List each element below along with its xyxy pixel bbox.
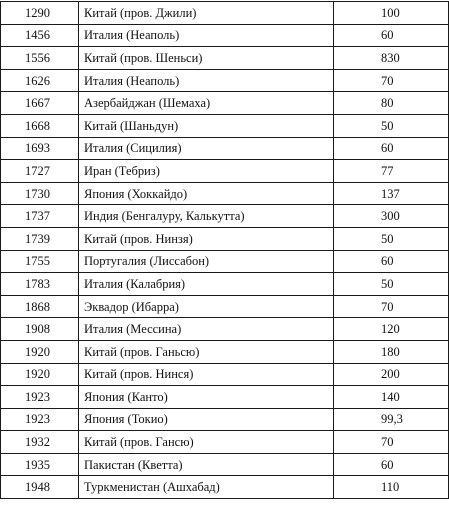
value-cell: 300 <box>334 205 449 228</box>
table-row <box>1 182 449 205</box>
location-cell: Япония (Канто) <box>79 386 334 409</box>
value-cell: 60 <box>334 24 449 47</box>
value-cell: 137 <box>334 182 449 205</box>
table-row <box>1 408 449 431</box>
table-row <box>1 137 449 160</box>
location-cell: Италия (Мессина) <box>79 318 334 341</box>
year-cell: 1948 <box>1 476 79 499</box>
year-cell: 1693 <box>1 137 79 160</box>
value-cell: 70 <box>334 431 449 454</box>
year-cell: 1626 <box>1 69 79 92</box>
location-cell: Китай (пров. Ганьсю) <box>79 340 334 363</box>
value-cell: 80 <box>334 92 449 115</box>
value-cell: 110 <box>334 476 449 499</box>
year-cell: 1739 <box>1 227 79 250</box>
table-body <box>1 2 449 499</box>
value-cell: 50 <box>334 273 449 296</box>
table-row <box>1 114 449 137</box>
year-cell: 1737 <box>1 205 79 228</box>
location-cell: Пакистан (Кветта) <box>79 453 334 476</box>
table-row <box>1 160 449 183</box>
location-cell: Иран (Тебриз) <box>79 160 334 183</box>
location-cell: Эквадор (Ибарра) <box>79 295 334 318</box>
value-cell: 830 <box>334 47 449 70</box>
location-cell: Туркменистан (Ашхабад) <box>79 476 334 499</box>
year-cell: 1290 <box>1 2 79 25</box>
value-cell: 99,3 <box>334 408 449 431</box>
year-cell: 1727 <box>1 160 79 183</box>
location-cell: Япония (Хоккайдо) <box>79 182 334 205</box>
year-cell: 1755 <box>1 250 79 273</box>
year-cell: 1783 <box>1 273 79 296</box>
location-cell: Италия (Сицилия) <box>79 137 334 160</box>
value-cell: 200 <box>334 363 449 386</box>
location-cell: Китай (Шаньдун) <box>79 114 334 137</box>
value-cell: 77 <box>334 160 449 183</box>
year-cell: 1923 <box>1 386 79 409</box>
table-row <box>1 476 449 499</box>
value-cell: 100 <box>334 2 449 25</box>
table-row <box>1 69 449 92</box>
year-cell: 1556 <box>1 47 79 70</box>
value-cell: 140 <box>334 386 449 409</box>
location-cell: Япония (Токио) <box>79 408 334 431</box>
earthquake-table <box>0 1 449 499</box>
year-cell: 1932 <box>1 431 79 454</box>
value-cell: 70 <box>334 295 449 318</box>
table-row <box>1 47 449 70</box>
table-row <box>1 340 449 363</box>
table-row <box>1 24 449 47</box>
location-cell: Китай (пров. Шеньси) <box>79 47 334 70</box>
location-cell: Португалия (Лиссабон) <box>79 250 334 273</box>
table-row <box>1 295 449 318</box>
location-cell: Китай (пров. Джили) <box>79 2 334 25</box>
year-cell: 1908 <box>1 318 79 341</box>
table-row <box>1 92 449 115</box>
table-row <box>1 227 449 250</box>
table-row <box>1 453 449 476</box>
year-cell: 1920 <box>1 363 79 386</box>
year-cell: 1456 <box>1 24 79 47</box>
location-cell: Италия (Неаполь) <box>79 69 334 92</box>
value-cell: 60 <box>334 453 449 476</box>
table-row <box>1 363 449 386</box>
value-cell: 50 <box>334 227 449 250</box>
location-cell: Азербайджан (Шемаха) <box>79 92 334 115</box>
location-cell: Италия (Неаполь) <box>79 24 334 47</box>
value-cell: 60 <box>334 137 449 160</box>
table-row <box>1 273 449 296</box>
table-row <box>1 250 449 273</box>
table-row <box>1 205 449 228</box>
value-cell: 120 <box>334 318 449 341</box>
year-cell: 1667 <box>1 92 79 115</box>
year-cell: 1730 <box>1 182 79 205</box>
year-cell: 1923 <box>1 408 79 431</box>
table-row <box>1 386 449 409</box>
year-cell: 1868 <box>1 295 79 318</box>
value-cell: 60 <box>334 250 449 273</box>
location-cell: Италия (Калабрия) <box>79 273 334 296</box>
location-cell: Китай (пров. Нинзя) <box>79 227 334 250</box>
value-cell: 50 <box>334 114 449 137</box>
value-cell: 70 <box>334 69 449 92</box>
table-row <box>1 2 449 25</box>
location-cell: Индия (Бенгалуру, Калькутта) <box>79 205 334 228</box>
year-cell: 1668 <box>1 114 79 137</box>
value-cell: 180 <box>334 340 449 363</box>
year-cell: 1920 <box>1 340 79 363</box>
table-row <box>1 431 449 454</box>
location-cell: Китай (пров. Гансю) <box>79 431 334 454</box>
location-cell: Китай (пров. Нинся) <box>79 363 334 386</box>
table-row <box>1 318 449 341</box>
year-cell: 1935 <box>1 453 79 476</box>
